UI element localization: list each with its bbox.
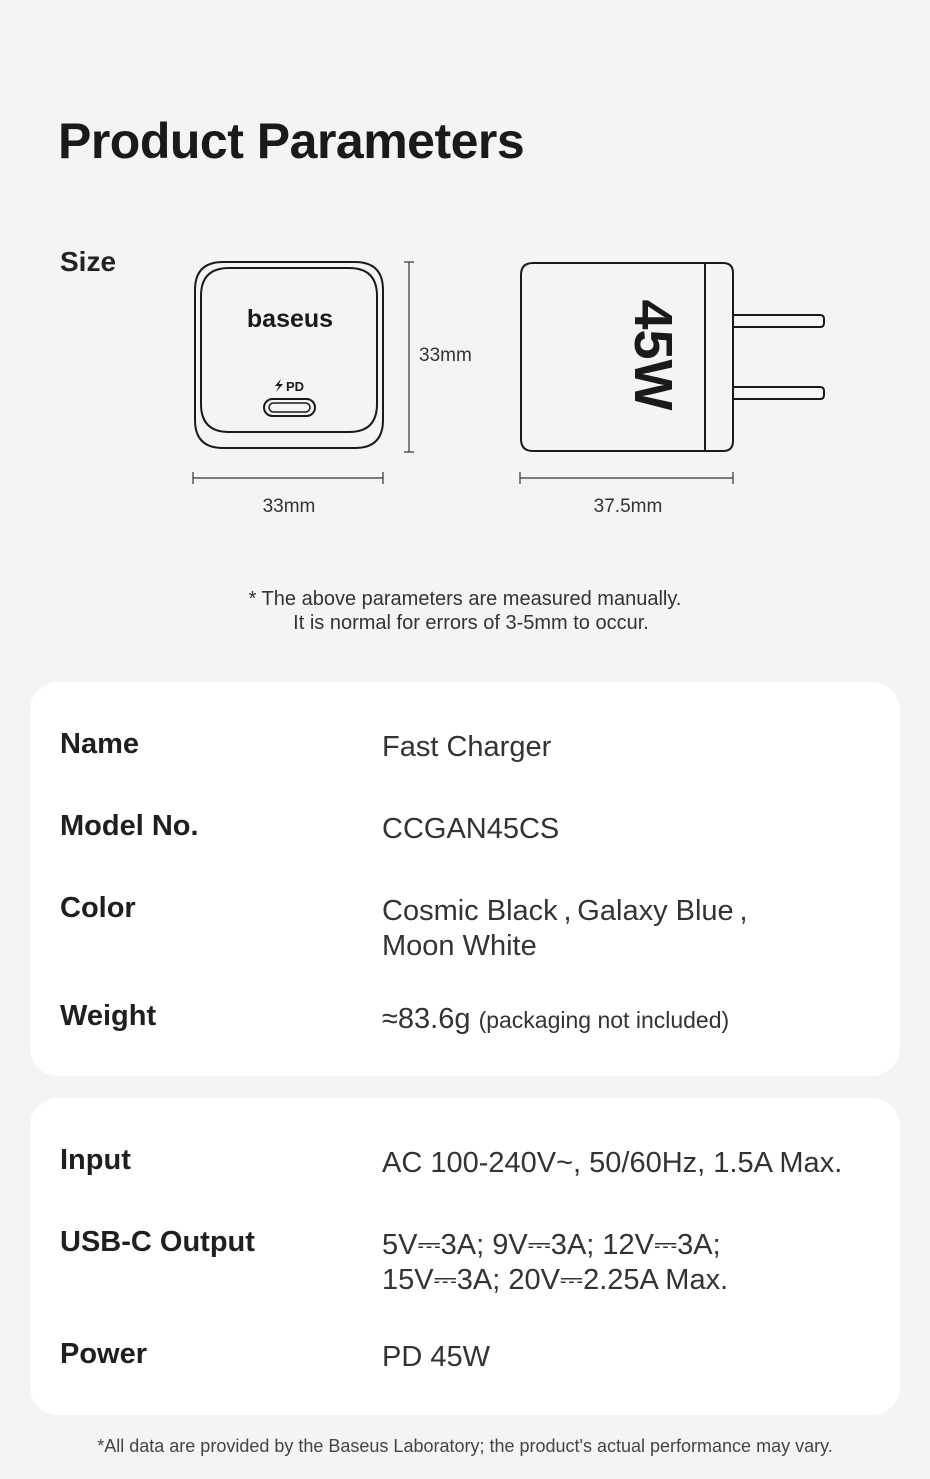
charger-brand-logo: baseus (246, 305, 334, 333)
side-width-dimension (520, 472, 733, 517)
spec-label: Color (60, 892, 136, 924)
usb-c-port-outer (264, 399, 315, 416)
side-width-label: 37.5mm (593, 496, 663, 517)
spec-value-line-2: Moon White (382, 930, 537, 962)
measurement-note-line-1: * The above parameters are measured manually. (248, 588, 682, 610)
spec-value: CCGAN45CS (382, 813, 560, 845)
spec-value (382, 1002, 729, 1038)
plug-prong-bottom (733, 387, 824, 399)
spec-label: USB-C Output (60, 1226, 255, 1258)
plug-prong-top (733, 315, 824, 327)
spec-card-electrical (30, 1098, 900, 1415)
spec-value: Fast Charger (382, 731, 552, 763)
spec-label: Model No. (60, 810, 199, 842)
charger-front-outline (195, 262, 383, 448)
charger-side-marking: 45W (623, 299, 683, 411)
spec-value-line-1: 5V⎓3A; 9V⎓3A; 12V⎓3A; (382, 1229, 721, 1261)
charger-side-view (521, 263, 824, 451)
spec-label: Weight (60, 1000, 157, 1032)
lightning-icon (275, 379, 283, 392)
front-height-label: 33mm (419, 345, 472, 366)
usb-c-port-inner (269, 403, 310, 412)
spec-label: Name (60, 728, 139, 760)
weight-note: (packaging not included) (478, 1007, 730, 1033)
page-title: Product Parameters (58, 113, 525, 169)
spec-value: PD 45W (382, 1341, 490, 1373)
weight-value: ≈83.6g (382, 1003, 471, 1035)
size-label: Size (60, 246, 117, 277)
front-width-label: 33mm (262, 496, 316, 517)
charger-front-face (201, 268, 377, 432)
size-diagram (0, 0, 930, 540)
front-width-dimension (193, 472, 383, 517)
charger-front-view (195, 262, 383, 448)
spec-card-general (30, 682, 900, 1076)
spec-value (382, 894, 748, 964)
spec-value: AC 100-240V~, 50/60Hz, 1.5A Max. (382, 1147, 843, 1179)
spec-label: Power (60, 1338, 148, 1370)
measurement-note-line-2: It is normal for errors of 3-5mm to occur. (293, 612, 649, 634)
spec-value-line-2: 15V⎓3A; 20V⎓2.25A Max. (382, 1264, 729, 1296)
front-height-dimension (404, 262, 472, 452)
spec-value (382, 1228, 728, 1298)
spec-value-line-1: Cosmic Black , Galaxy Blue , (382, 895, 748, 927)
footer-disclaimer: *All data are provided by the Baseus Laboratory; the product's actual performance may vary. (97, 1436, 833, 1456)
charger-port-label: PD (286, 379, 305, 394)
spec-label: Input (60, 1144, 131, 1176)
